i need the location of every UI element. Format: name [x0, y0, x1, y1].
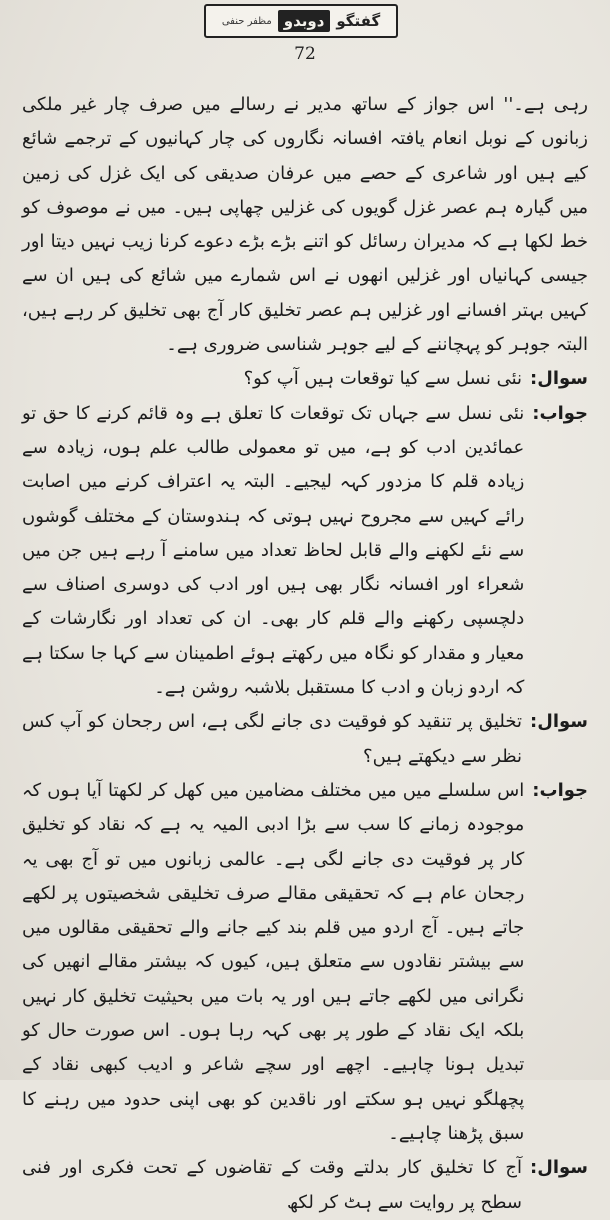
- page-body: [22, 88, 588, 1220]
- answer-text: نئی نسل سے جہاں تک توقعات کا تعلق ہے وہ قائم کرنے کا حق تو عمائدین ادب کو ہے، میں تو معمولی طالب علم ہوں، زیادہ سے زیادہ قلم کا مزدور کہہ لیجیے۔ البتہ یہ اعتراف کرنے میں اصابت رائے کہیں سے مجروح نہیں ہوتی کہ ہندوستان کے مختلف گوشوں سے نئے لکھنے والے قابل لحاظ تعداد میں سامنے آ رہے ہیں جن میں شعراء اور افسانہ نگار بھی ہیں اور ادب کی دوسری اصناف سے دلچسپی رکھنے والے قلم کار بھی۔ ان کی تعداد اور نگارشات کے معیار و مقدار کو نگاہ میں رکھتے ہوئے اطمینان سے کہا جا سکتا ہے کہ اردو زبان و ادب کا مستقبل بلاشبہ روشن ہے۔: [22, 402, 525, 699]
- answer-label: جواب:: [532, 402, 588, 424]
- answer-block: [22, 774, 588, 1151]
- question-label: سوال:: [530, 1157, 588, 1179]
- question-block: [22, 705, 588, 774]
- question-label: سوال:: [530, 368, 588, 390]
- answer-label: جواب:: [532, 779, 588, 801]
- answer-text: اس سلسلے میں میں مختلف مضامین میں کھل کر لکھتا آیا ہوں کہ موجودہ زمانے کا سب سے بڑا ادبی المیہ یہ ہے کہ نقاد کو تخلیق کار پر فوقیت دی جانے لگی ہے۔ عالمی زبانوں میں تو آج بھی یہ رجحان عام ہے کہ تحقیقی مقالے صرف تخلیقی شخصیتوں پر لکھے جاتے ہیں۔ آج اردو میں قلم بند کیے جانے والے تحقیقی مقالوں میں سے بیشتر نقادوں سے متعلق ہیں، کیوں کہ بیشتر مقالے انھیں کی نگرانی میں لکھے جاتے ہیں اور یہ بات میں بحیثیت تخلیق کار نہیں بلکہ ایک نقاد کے طور پر بھی کہہ رہا ہوں۔ اس صورت حال کو تبدیل ہونا چاہیے۔ اچھے اور سچے شاعر و ادیب کبھی نقاد کے پچھلگو نہیں ہو سکتے اور ناقدین کو بھی اپنی حدود میں رہنے کا سبق پڑھنا چاہیے۔: [22, 779, 525, 1144]
- running-header-logo: [204, 4, 398, 38]
- question-text: نئی نسل سے کیا توقعات ہیں آپ کو؟: [243, 368, 523, 390]
- answer-block: [22, 397, 588, 706]
- question-label: سوال:: [530, 711, 588, 733]
- header-title-highlight: دوبدو: [278, 10, 331, 32]
- page-number: 72: [294, 44, 316, 64]
- body-paragraph: رہی ہے۔'' اس جواز کے ساتھ مدیر نے رسالے میں صرف چار غیر ملکی زبانوں کے نوبل انعام یافتہ افسانہ نگاروں کی چار کہانیوں کے ترجمے شائع کیے ہیں اور شاعری کے حصے میں عرفان صدیقی کی ایک غزل کی زمین میں گیارہ ہم عصر غزل گویوں کی غزلیں چھاپی ہیں۔ میں نے موصوف کو خط لکھا ہے کہ مدیران رسائل کو اتنے بڑے بڑے دعوے کرنا زیب نہیں دیتا اور جیسی کہانیاں اور غزلیں انھوں نے اس شمارے میں شائع کی ہیں ان سے کہیں بہتر افسانے اور غزلیں ہم عصر تخلیق کار آج بھی تخلیق کر رہے ہیں، البتہ جوہر کو پہچاننے کے لیے جوہر شناسی ضروری ہے۔: [22, 94, 588, 356]
- header-title: گفتگو: [336, 12, 381, 30]
- question-block: [22, 1151, 588, 1220]
- question-text: آج کا تخلیق کار بدلتے وقت کے تقاضوں کے تحت فکری اور فنی سطح پر روایت سے ہٹ کر لکھ: [22, 1157, 523, 1213]
- question-text: تخلیق پر تنقید کو فوقیت دی جانے لگی ہے، اس رجحان کو آپ کس نظر سے دیکھتے ہیں؟: [22, 711, 523, 767]
- question-block: [22, 362, 588, 396]
- header-author: مظفر حنفی: [221, 15, 272, 27]
